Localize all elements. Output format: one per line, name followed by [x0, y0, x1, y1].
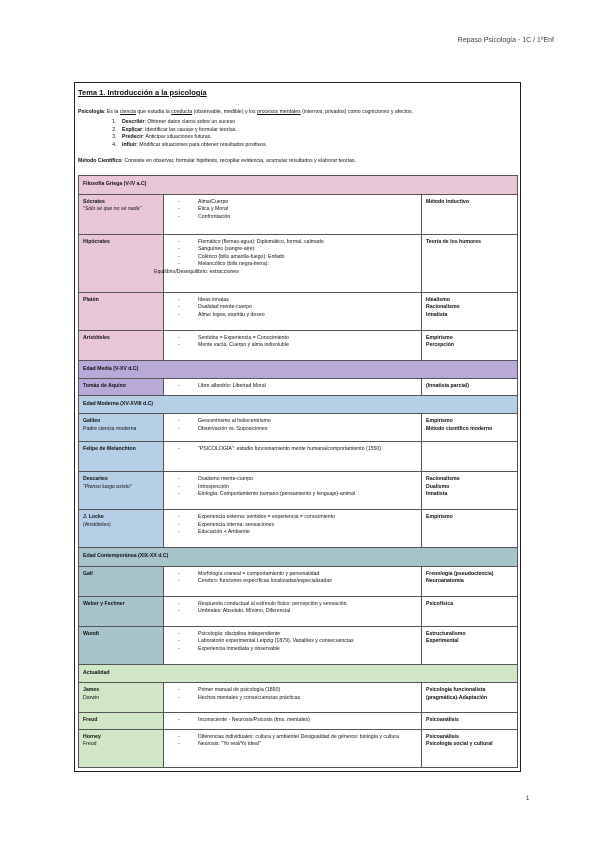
ideas-cell — [164, 292, 422, 330]
author-name: Hipócrates — [83, 238, 110, 245]
goal-term: Explicar — [122, 126, 143, 133]
page-title: Tema 1. Introducción a la psicología — [78, 88, 207, 97]
section-header-moderna: Edad Moderna (XV-XVIII d.C) — [79, 395, 518, 414]
author-name: Tomás de Aquino — [83, 383, 126, 390]
idea-item: - Alma: logos, espíritu y deseo — [178, 312, 417, 320]
idea-item: - Geocentrismo al heliocentrismo — [178, 418, 417, 426]
author-cell — [79, 379, 164, 396]
school-cell — [422, 683, 518, 713]
table-row — [79, 414, 518, 442]
goal-term: Predecir — [122, 134, 143, 141]
idea-item: - Neurosis: "Yo real/Yo ideal" — [178, 741, 417, 749]
author-cell — [79, 194, 164, 234]
ideas-cell — [164, 729, 422, 767]
goal-text: : Identificar las causas y formular teorías. — [142, 126, 237, 133]
page-number: 1 — [526, 796, 530, 802]
section-header-contemporanea: Edad Contemporánea (XIX-XX d.C) — [79, 548, 518, 567]
idea-item: - Psicología: disciplina independiente — [178, 631, 417, 639]
school-cell — [422, 626, 518, 664]
school-label: Método científico moderno — [426, 425, 493, 432]
table-row — [79, 713, 518, 730]
ideas-cell — [164, 194, 422, 234]
history-table — [78, 175, 518, 768]
ideas-cell — [164, 713, 422, 730]
author-name: Aristóteles — [83, 334, 110, 341]
idea-item: - Experiencia externa: sentidos = experiencia = conocimiento — [178, 514, 417, 522]
idea-item: - Alma/Cuerpo — [178, 199, 417, 207]
author-subtitle: (Aristóteles) — [83, 521, 111, 528]
school-label: Neuroanatomía — [426, 578, 464, 585]
school-cell — [422, 379, 518, 396]
idea-note: Equilibrio/Desequilibrio: extracciones — [154, 268, 239, 275]
table-row — [79, 292, 518, 330]
definition-text: : Es la — [103, 108, 120, 115]
author-cell — [79, 292, 164, 330]
idea-item: - Inconsciente - Neurosis/Psicosis (tms. mentales) — [178, 717, 417, 725]
school-label: Teoría de los humores — [426, 238, 481, 245]
school-label: Método inductivo — [426, 198, 469, 205]
school-label: (pragmática)-Adaptación — [426, 694, 488, 701]
ideas-cell — [164, 414, 422, 442]
author-subtitle: Freud — [83, 741, 97, 748]
psychology-definition — [78, 109, 518, 117]
school-label: Empirismo — [426, 334, 453, 341]
school-label: Psicología social y cultural — [426, 741, 493, 748]
table-row — [79, 510, 518, 548]
list-item — [118, 142, 518, 150]
author-name: Weber y Fechner — [83, 600, 125, 607]
section-header-grecia: Filosofía Griega (V-IV a.C) — [79, 176, 518, 195]
definition-underline: procesos mentales — [257, 108, 301, 115]
definition-text: que estudia la — [135, 108, 172, 115]
school-label: Frenología (pseudociencia) — [426, 570, 494, 577]
author-cell — [79, 234, 164, 292]
school-cell — [422, 234, 518, 292]
author-cell — [79, 566, 164, 596]
school-label: Innatista — [426, 311, 448, 318]
ideas-cell — [164, 510, 422, 548]
author-name: Horney — [83, 733, 101, 740]
school-label: Racionalismo — [426, 476, 460, 483]
idea-item: - Flemático (flemas-agua): Diplomático, formal, calmado — [178, 239, 417, 247]
author-name: Descartes — [83, 476, 108, 483]
author-quote: "Sólo sé que no sé nada" — [83, 206, 142, 213]
school-label: Psicofísica — [426, 600, 454, 607]
section-header-actualidad: Actualidad — [79, 664, 518, 683]
list-item — [118, 119, 518, 127]
table-row — [79, 626, 518, 664]
school-cell — [422, 596, 518, 626]
author-cell — [79, 510, 164, 548]
section-header-media: Edad Media (V-XV d.C) — [79, 360, 518, 379]
section-row — [79, 176, 518, 195]
idea-item: - Mente vacía. Cuerpo y alma indisoluble — [178, 342, 417, 350]
author-name: Freud — [83, 717, 98, 724]
author-name: Felipe de Melanchton — [83, 446, 136, 453]
author-name: Platón — [83, 296, 99, 303]
table-row — [79, 442, 518, 472]
goal-term: Describir — [122, 119, 145, 126]
idea-item: - Experiencia interna: sensaciones — [178, 522, 417, 530]
author-name: Wundt — [83, 630, 100, 637]
idea-item: - Dualidad mente-cuerpo — [178, 304, 417, 312]
ideas-cell — [164, 596, 422, 626]
idea-item: - Dualismo mente-cuerpo — [178, 476, 417, 484]
school-cell — [422, 442, 518, 472]
ideas-cell — [164, 442, 422, 472]
ideas-cell — [164, 330, 422, 360]
author-subtitle: Padre ciencia moderna — [83, 425, 137, 432]
table-row — [79, 234, 518, 292]
definition-underline: ciencia — [119, 108, 136, 115]
author-cell — [79, 442, 164, 472]
idea-item: - Observación vs. Suposiciones — [178, 426, 417, 434]
author-cell — [79, 729, 164, 767]
school-label: Racionalismo — [426, 304, 460, 311]
goals-list — [78, 119, 518, 149]
goal-text: : Modificar situaciones para obtener resultados positivos. — [136, 142, 268, 148]
author-quote: "Pienso luego existo" — [83, 483, 132, 490]
idea-item: - Confrontación — [178, 214, 417, 222]
section-row — [79, 664, 518, 683]
school-cell — [422, 510, 518, 548]
definition-text: (internos, privados) como cogniciones y afectos. — [300, 108, 414, 115]
idea-item: - Melancólico (bilis negra-tierra): — [178, 261, 417, 269]
ideas-cell — [154, 234, 422, 292]
idea-item: - Colérico (bilis amarilla-fuego): Enfado — [178, 254, 417, 262]
goal-text: : Anticipar situaciones futuras. — [142, 134, 212, 141]
author-subtitle: Darwin — [83, 694, 100, 701]
idea-item: - Libre albedrío: Libertad Moral — [178, 383, 417, 391]
table-row — [79, 566, 518, 596]
ideas-cell — [164, 379, 422, 396]
method-text: : Consiste en observar, formular hipótesis, recopilar evidencia, acumular resultados y elaborar teorías. — [121, 157, 356, 164]
definition-underline: conducta — [171, 108, 193, 115]
author-name: James — [83, 687, 100, 694]
idea-item: - Umbrales: Absoluto, Mínimo, Diferencial — [178, 608, 417, 616]
author-cell — [79, 683, 164, 713]
school-label: Psicoanálisis — [426, 733, 459, 740]
author-cell — [79, 713, 164, 730]
table-row — [79, 379, 518, 396]
page-header: Repaso Psicología - 1C / 1ºEnf — [457, 37, 554, 44]
idea-item: - Primer manual de psicología (1890) — [178, 687, 417, 695]
idea-item: - Experiencia inmediata y observable — [178, 646, 417, 654]
scientific-method — [78, 158, 518, 166]
school-label: Experimental — [426, 638, 459, 645]
idea-item: - Introspección — [178, 484, 417, 492]
table-row — [79, 729, 518, 767]
idea-item: - Sanguíneo (sangre-aire): — [178, 246, 417, 254]
ideas-cell — [164, 683, 422, 713]
school-cell — [422, 566, 518, 596]
author-name: Sócrates — [83, 198, 105, 205]
school-label: Dualismo — [426, 483, 450, 490]
idea-item: - Cerebro: funciones específicas localizadas/especializadas — [178, 578, 417, 586]
table-row — [79, 330, 518, 360]
idea-item: - Educación + Ambiente — [178, 529, 417, 537]
school-label: Psicoanálisis — [426, 717, 459, 724]
author-cell — [79, 596, 164, 626]
school-cell — [422, 292, 518, 330]
idea-item: - Morfología craneal = comportamiento y personalidad — [178, 571, 417, 579]
author-cell — [79, 330, 164, 360]
school-label: Empirismo — [426, 514, 453, 521]
table-row — [79, 472, 518, 510]
idea-item: - Sentidos = Experiencia = Conocimiento — [178, 335, 417, 343]
table-row — [79, 683, 518, 713]
definition-text: (observable, medible) y los — [192, 108, 258, 115]
idea-item: - Respuesta conductual al estímulo físico: percepción y sensación. — [178, 601, 417, 609]
school-label: Idealismo — [426, 296, 450, 303]
school-cell — [422, 194, 518, 234]
author-cell — [79, 414, 164, 442]
author-name: Galileo — [83, 418, 101, 425]
section-row — [79, 395, 518, 414]
author-name: Gall — [83, 570, 93, 577]
school-cell — [422, 414, 518, 442]
author-name: J. Locke — [83, 514, 104, 521]
school-label: Percepción — [426, 342, 454, 349]
table-row — [79, 194, 518, 234]
school-cell — [422, 472, 518, 510]
goal-term: Influir — [122, 142, 137, 148]
list-item — [118, 134, 518, 142]
idea-item: - "PSICOLOGÍA": estudio funcionamiento mente humana/comportamiento (1550) — [178, 446, 417, 454]
definition-term: Psicología — [78, 108, 104, 115]
idea-item: - Ideas innatas — [178, 297, 417, 305]
school-label: Empirismo — [426, 418, 453, 425]
method-term: Método Científico — [78, 157, 122, 164]
school-cell — [422, 729, 518, 767]
idea-item: - Diferencias individuales: cultura y ambiente/ Desigualdad de géneros: biología y cultura — [178, 734, 417, 742]
ideas-cell — [164, 566, 422, 596]
section-row — [79, 360, 518, 379]
section-row — [79, 548, 518, 567]
author-cell — [79, 626, 164, 664]
idea-item: - Hechos mentales y consecuencias prácticas — [178, 695, 417, 703]
school-label: Psicología funcionalista — [426, 687, 486, 694]
school-label: Innatista — [426, 491, 448, 498]
ideas-cell — [164, 472, 422, 510]
idea-item: - Laboratorio experimental Leipzig (1879). Variables y consecuencias — [178, 638, 417, 646]
school-label: (Innatista parcial) — [426, 383, 469, 390]
idea-item: - Etología: Comportamiento humano (pensamiento y lenguaje)-animal — [178, 491, 417, 499]
document-body — [78, 88, 518, 768]
goal-text: : Obtener datos claros sobre un suceso — [144, 119, 236, 126]
idea-item: - Ética y Moral — [178, 206, 417, 214]
school-cell — [422, 713, 518, 730]
school-label: Estructuralismo — [426, 630, 466, 637]
author-cell — [79, 472, 164, 510]
school-cell — [422, 330, 518, 360]
table-row — [79, 596, 518, 626]
ideas-cell — [164, 626, 422, 664]
list-item — [118, 127, 518, 135]
